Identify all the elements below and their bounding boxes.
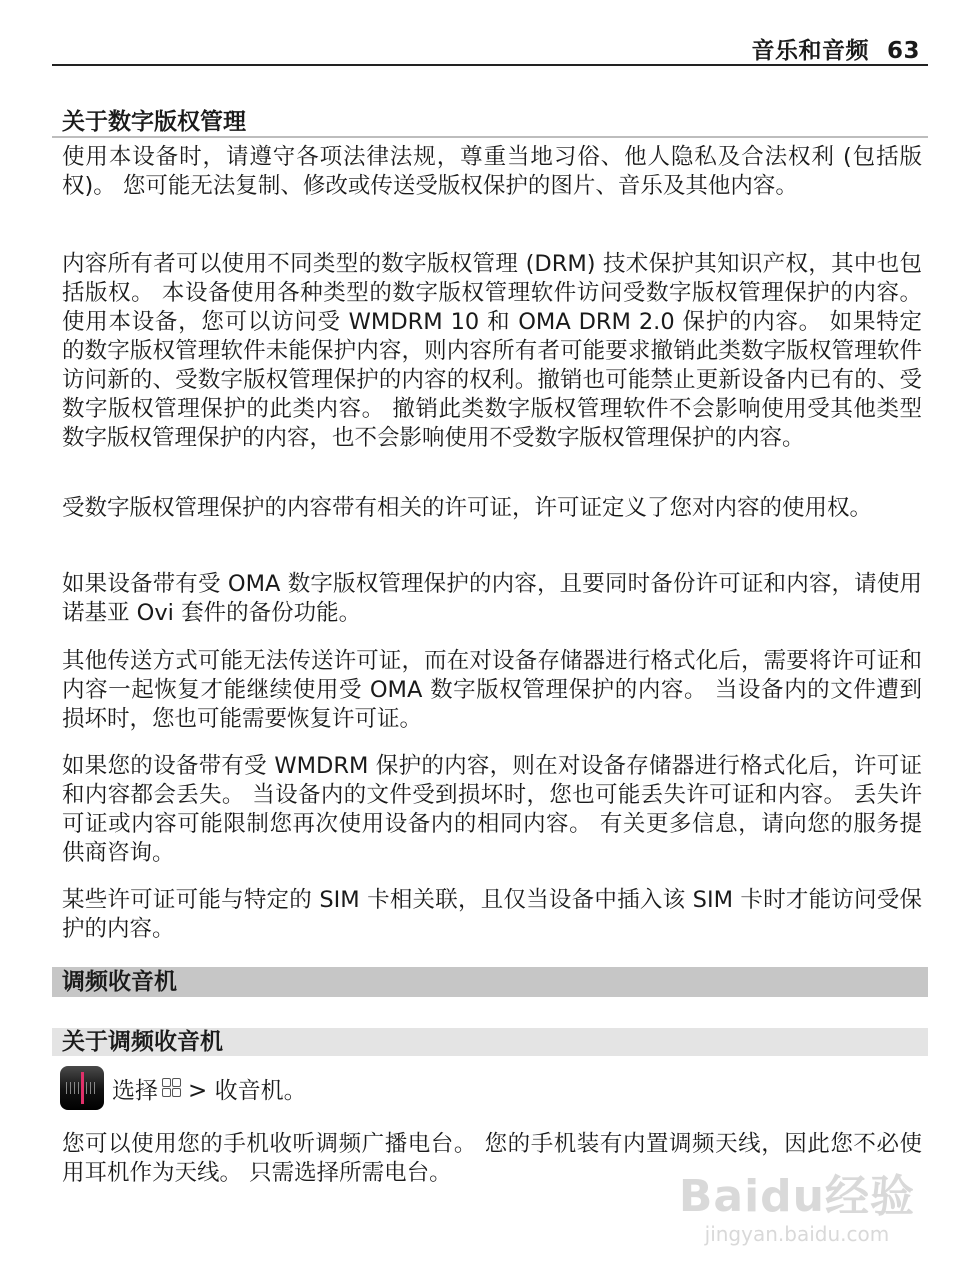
watermark-logo: Baidu经验 (678, 1171, 915, 1222)
paragraph-drm-3: 受数字版权管理保护的内容带有相关的许可证，许可证定义了您对内容的使用权。 (62, 495, 873, 521)
menu-icon (162, 1078, 182, 1098)
select-prefix: 选择 (112, 1077, 158, 1104)
subsection-heading-about-fm: 关于调频收音机 (52, 1028, 928, 1056)
baidu-watermark (679, 1160, 915, 1246)
chapter-title: 音乐和音频 (751, 38, 869, 64)
select-instruction (60, 1066, 307, 1110)
paragraph-drm-7: 某些许可证可能与特定的 SIM 卡相关联，且仅当设备中插入该 SIM 卡时才能访问受保护的内容。 (62, 887, 922, 942)
select-suffix: > 收音机。 (188, 1077, 307, 1104)
paragraph-drm-5: 其他传送方式可能无法传送许可证，而在对设备存储器进行格式化后，需要将许可证和内容一起恢复才能继续使用受 OMA 数字版权管理保护的内容。 当设备内的文件遭到损坏时，您也可能需要恢复许可证。 (62, 648, 922, 732)
page-number: 63 (886, 38, 920, 64)
paragraph-fm-intro: 您可以使用您的手机收听调频广播电台。 您的手机装有内置调频天线，因此您不必使用耳机作为天线。 只需选择所需电台。 (62, 1131, 922, 1186)
paragraph-drm-2: 内容所有者可以使用不同类型的数字版权管理 (DRM) 技术保护其知识产权，其中也包括版权。 本设备使用各种类型的数字版权管理软件访问受数字版权管理保护的内容。 使用本设备，您可以访问受 WMDRM 10 和 OMA DRM 2.0 保护的内容。 如果特定的数字版权管理软件未能保护内容，则内容所有者可能要求撤销此类数字版权管理软件访问新的、受数字版权管理保护的内容的权利。撤销也可能禁止更新设备内已有的、受数字版权管理保护的此类内容。 撤销此类数字版权管理软件不会影响使用受其他类型数字版权管理保护的内容，也不会影响使用不受数字版权管理保护的内容。 (62, 251, 922, 451)
watermark-url: jingyan.baidu.com (704, 1222, 890, 1246)
paragraph-drm-6: 如果您的设备带有受 WMDRM 保护的内容，则在对设备存储器进行格式化后，许可证和内容都会丢失。 当设备内的文件受到损坏时，您也可能丢失许可证和内容。 丢失许可证或内容可能限制您再次使用设备内的相同内容。 有关更多信息，请向您的服务提供商咨询。 (62, 753, 922, 866)
paragraph-drm-4: 如果设备带有受 OMA 数字版权管理保护的内容，且要同时备份许可证和内容，请使用诺基亚 Ovi 套件的备份功能。 (62, 571, 922, 626)
paragraph-drm-1: 使用本设备时，请遵守各项法律法规，尊重当地习俗、他人隐私及合法权利 (包括版权)。 您可能无法复制、修改或传送受版权保护的图片、音乐及其他内容。 (62, 144, 922, 199)
page-header (52, 30, 928, 66)
header-title-group (751, 32, 920, 65)
radio-app-icon (60, 1066, 104, 1110)
section-heading-drm: 关于数字版权管理 (52, 106, 928, 138)
section-heading-fm-radio: 调频收音机 (52, 967, 928, 997)
